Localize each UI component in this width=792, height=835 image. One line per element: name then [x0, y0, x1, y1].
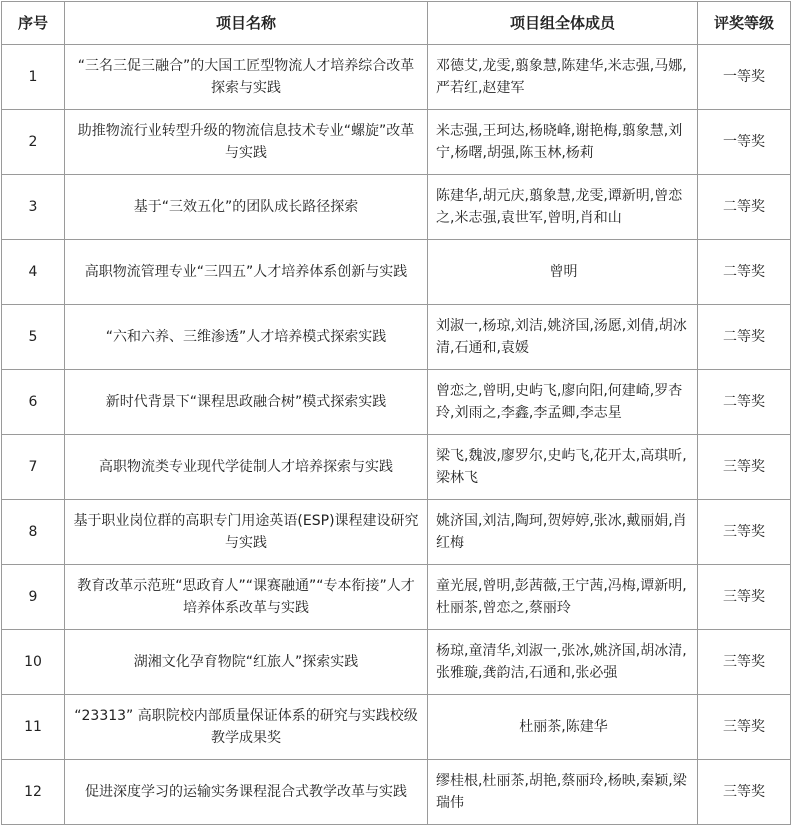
row-award: 一等奖: [698, 45, 791, 110]
awards-table: [1, 1, 791, 825]
row-project-name: “23313” 高职院校内部质量保证体系的研究与实践校级教学成果奖: [65, 695, 428, 760]
row-project-name: 促进深度学习的运输实务课程混合式教学改革与实践: [65, 760, 428, 825]
row-project-name: 湖湘文化孕育物院“红旅人”探索实践: [65, 630, 428, 695]
row-num: 2: [2, 110, 65, 175]
row-award: 三等奖: [698, 630, 791, 695]
table-row: [2, 175, 791, 240]
header-members: 项目组全体成员: [428, 2, 698, 45]
row-project-name: 基于“三效五化”的团队成长路径探索: [65, 175, 428, 240]
table-row: [2, 370, 791, 435]
row-members: 刘淑一,杨琼,刘洁,姚济国,汤愿,刘倩,胡冰清,石通和,袁媛: [428, 305, 698, 370]
row-award: 三等奖: [698, 760, 791, 825]
row-award: 三等奖: [698, 565, 791, 630]
row-award: 三等奖: [698, 500, 791, 565]
row-num: 8: [2, 500, 65, 565]
row-members: 杜丽茶,陈建华: [428, 695, 698, 760]
table-row: [2, 45, 791, 110]
table-row: [2, 760, 791, 825]
row-members: 姚济国,刘洁,陶珂,贺婷婷,张冰,戴丽娟,肖红梅: [428, 500, 698, 565]
row-award: 二等奖: [698, 175, 791, 240]
row-project-name: 高职物流管理专业“三四五”人才培养体系创新与实践: [65, 240, 428, 305]
row-num: 6: [2, 370, 65, 435]
table-row: [2, 110, 791, 175]
table-row: [2, 500, 791, 565]
row-members: 曾明: [428, 240, 698, 305]
table-body: [2, 45, 791, 825]
row-num: 9: [2, 565, 65, 630]
row-project-name: 教育改革示范班“思政育人”“课赛融通”“专本衔接”人才培养体系改革与实践: [65, 565, 428, 630]
row-members: 米志强,王珂达,杨晓峰,谢艳梅,翦象慧,刘宁,杨曙,胡强,陈玉林,杨莉: [428, 110, 698, 175]
row-award: 三等奖: [698, 695, 791, 760]
table-row: [2, 240, 791, 305]
row-award: 三等奖: [698, 435, 791, 500]
row-num: 5: [2, 305, 65, 370]
table-row: [2, 435, 791, 500]
table-header: [2, 2, 791, 45]
row-num: 3: [2, 175, 65, 240]
table-row: [2, 305, 791, 370]
row-num: 7: [2, 435, 65, 500]
header-name: 项目名称: [65, 2, 428, 45]
row-num: 10: [2, 630, 65, 695]
row-project-name: 基于职业岗位群的高职专门用途英语(ESP)课程建设研究与实践: [65, 500, 428, 565]
table-row: [2, 630, 791, 695]
header-row: [2, 2, 791, 45]
header-award: 评奖等级: [698, 2, 791, 45]
row-project-name: “六和六养、三维渗透”人才培养模式探索实践: [65, 305, 428, 370]
row-project-name: 新时代背景下“课程思政融合树”模式探索实践: [65, 370, 428, 435]
row-award: 二等奖: [698, 305, 791, 370]
row-members: 邓德艾,龙雯,翦象慧,陈建华,米志强,马娜,严若红,赵建军: [428, 45, 698, 110]
row-num: 4: [2, 240, 65, 305]
table-row: [2, 565, 791, 630]
row-members: 杨琼,童清华,刘淑一,张冰,姚济国,胡冰清,张雅璇,龚韵洁,石通和,张必强: [428, 630, 698, 695]
row-project-name: 高职物流类专业现代学徒制人才培养探索与实践: [65, 435, 428, 500]
row-num: 1: [2, 45, 65, 110]
table-row: [2, 695, 791, 760]
row-project-name: 助推物流行业转型升级的物流信息技术专业“螺旋”改革与实践: [65, 110, 428, 175]
header-num: 序号: [2, 2, 65, 45]
row-num: 12: [2, 760, 65, 825]
row-num: 11: [2, 695, 65, 760]
row-members: 曾恋之,曾明,史屿飞,廖向阳,何建崎,罗杏玲,刘雨之,李鑫,李孟卿,李志星: [428, 370, 698, 435]
row-award: 二等奖: [698, 240, 791, 305]
row-members: 陈建华,胡元庆,翦象慧,龙雯,谭新明,曾恋之,米志强,袁世军,曾明,肖和山: [428, 175, 698, 240]
row-members: 童光展,曾明,彭茜薇,王宁茜,冯梅,谭新明,杜丽茶,曾恋之,蔡丽玲: [428, 565, 698, 630]
row-members: 缪桂根,杜丽茶,胡艳,蔡丽玲,杨映,秦颖,梁瑞伟: [428, 760, 698, 825]
row-award: 一等奖: [698, 110, 791, 175]
row-project-name: “三名三促三融合”的大国工匠型物流人才培养综合改革探索与实践: [65, 45, 428, 110]
row-award: 二等奖: [698, 370, 791, 435]
row-members: 梁飞,魏波,廖罗尔,史屿飞,花开太,高琪昕,梁林飞: [428, 435, 698, 500]
